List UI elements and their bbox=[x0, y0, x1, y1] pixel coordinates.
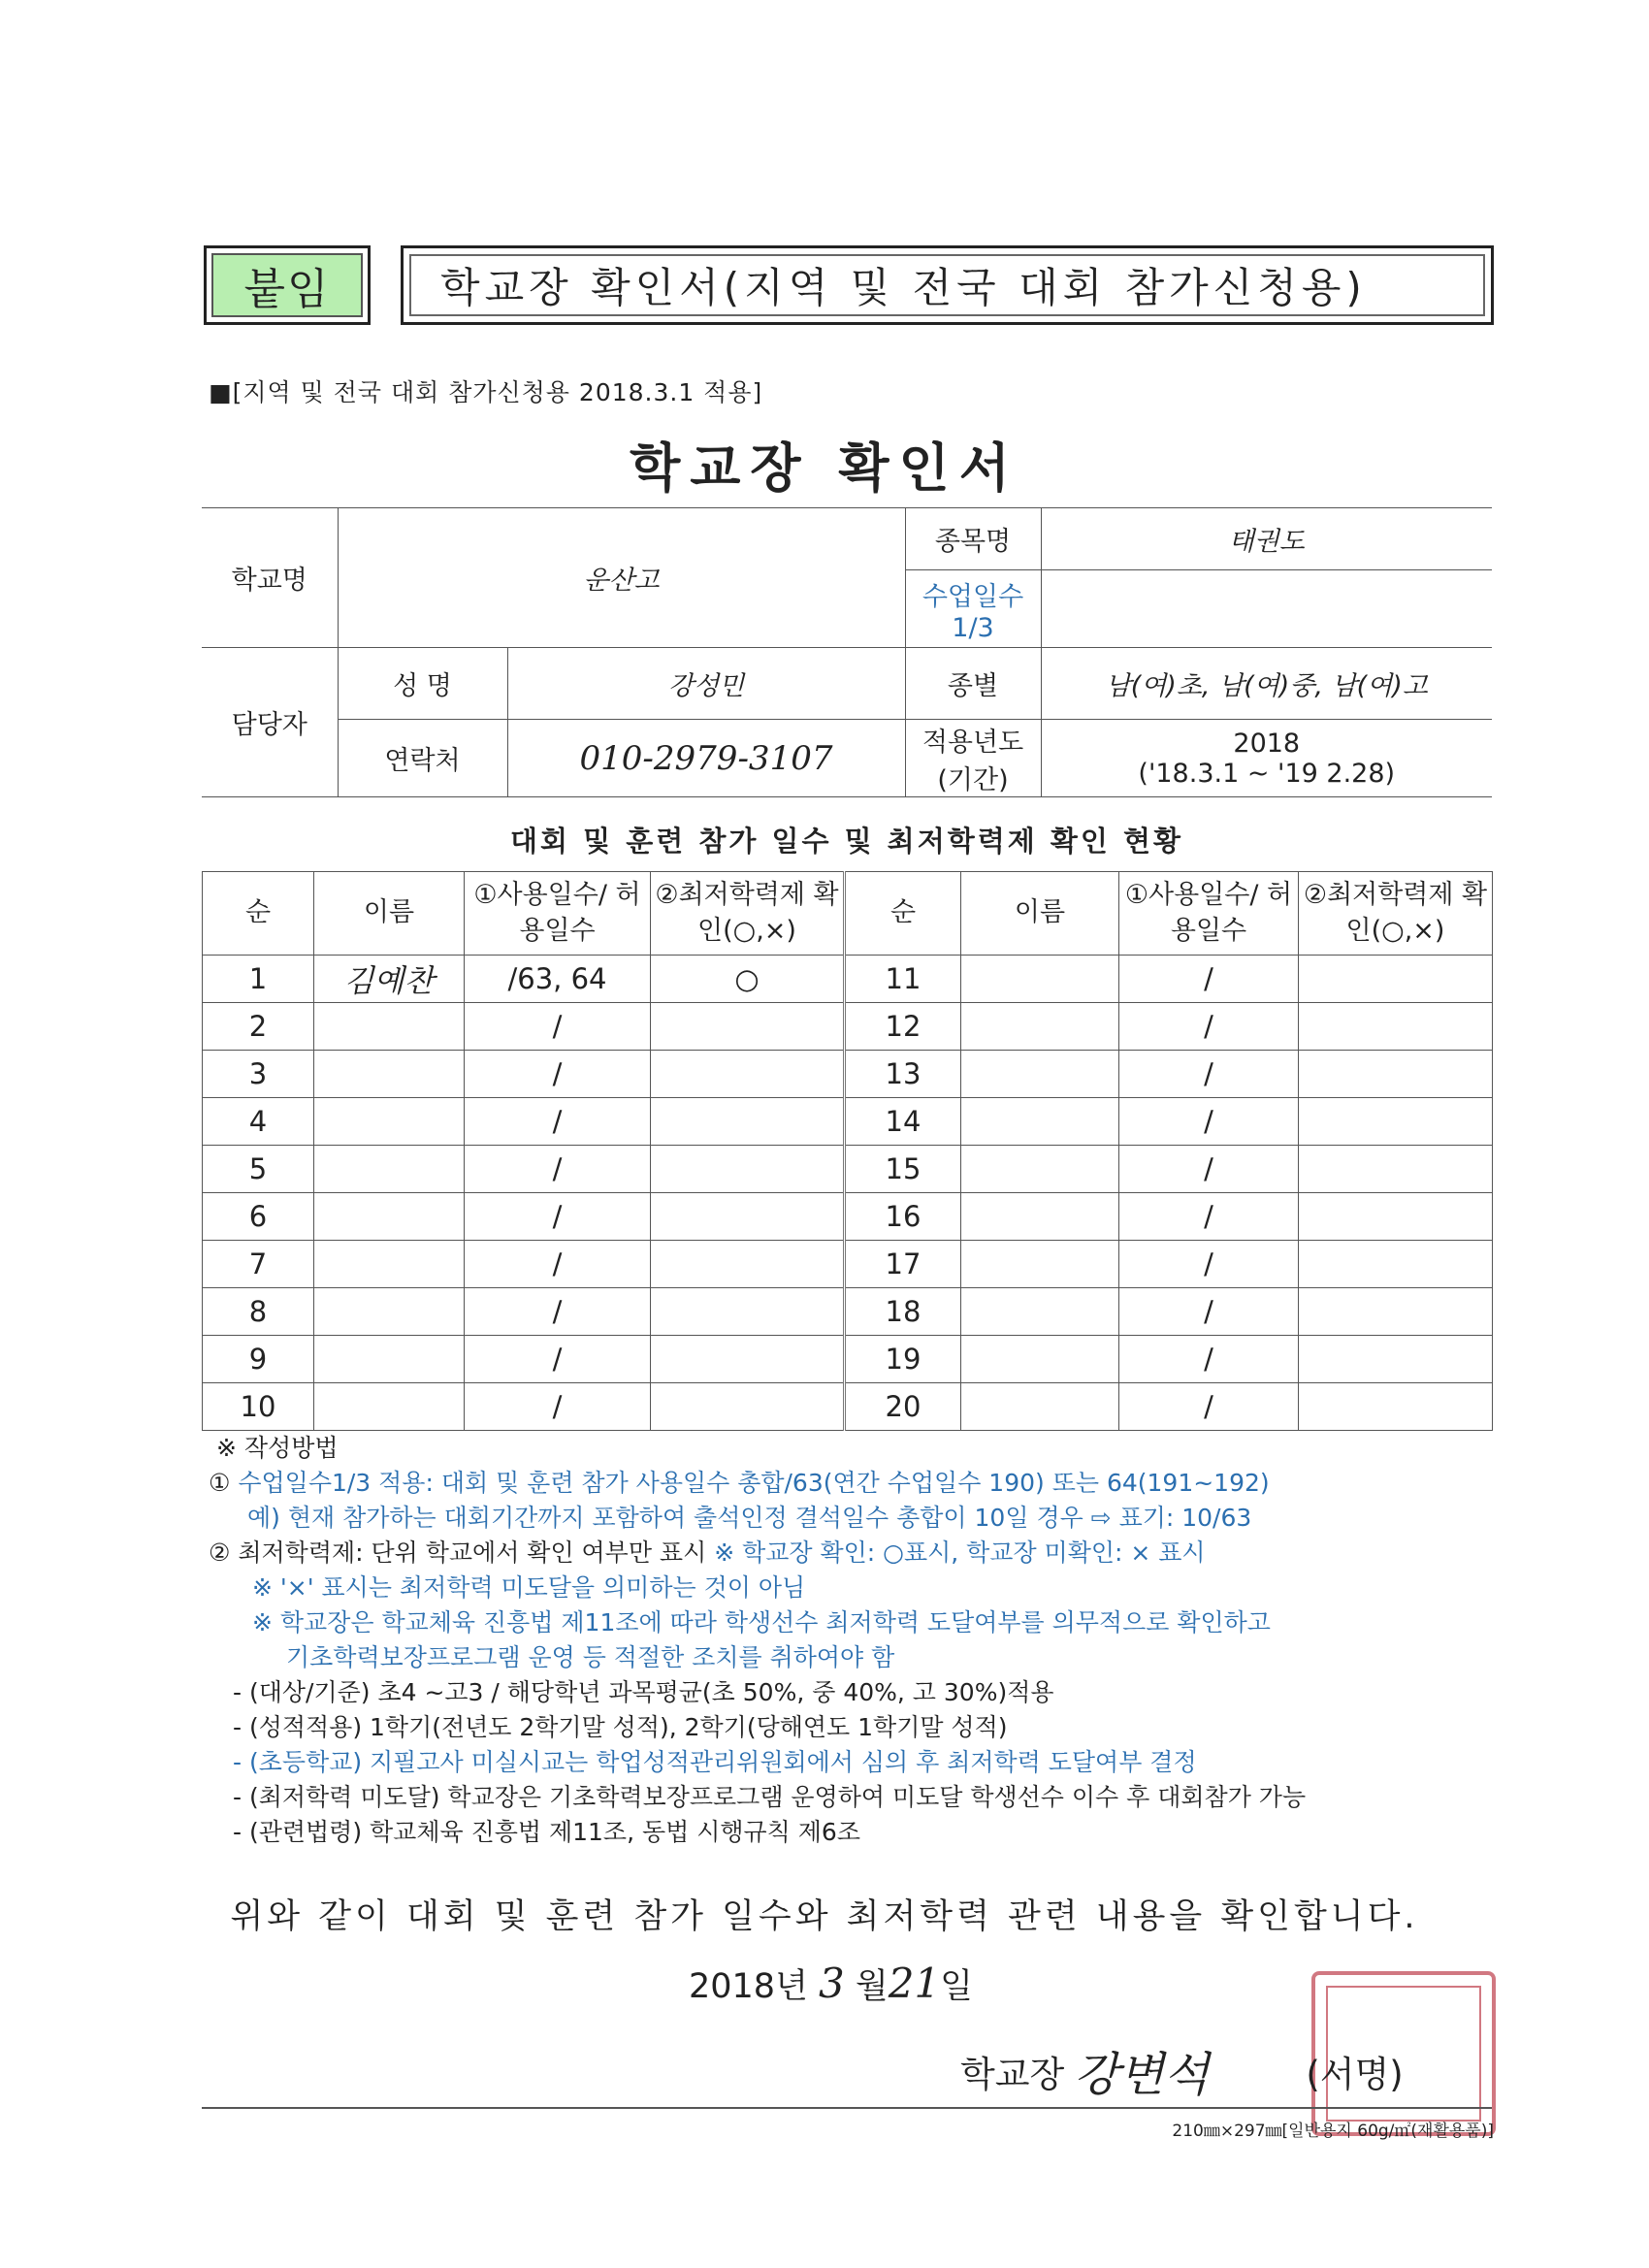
detail-5: - (관련법령) 학교체육 진흥법 제11조, 동법 시행규칙 제6조 bbox=[233, 1818, 860, 1846]
date-month-hand: 3 bbox=[819, 1960, 845, 2007]
cell-days: / bbox=[1119, 1051, 1299, 1098]
cell-days: / bbox=[465, 1051, 651, 1098]
instructions bbox=[209, 1431, 1499, 1850]
cell-check: ○ bbox=[651, 956, 845, 1003]
cell-check bbox=[651, 1288, 845, 1336]
cell-check bbox=[651, 1051, 845, 1098]
cell-days: / bbox=[1119, 1241, 1299, 1288]
cell-name bbox=[314, 1003, 465, 1051]
cell-name bbox=[961, 1003, 1119, 1051]
cell-name bbox=[314, 1193, 465, 1241]
gender-value: 남(여)초, 남(여)중, 남(여)고 bbox=[1041, 648, 1492, 720]
cell-days: / bbox=[1119, 956, 1299, 1003]
date-line bbox=[689, 1960, 973, 2008]
date-day-label: 일 bbox=[940, 1967, 973, 2006]
cell-name bbox=[961, 956, 1119, 1003]
cell-name bbox=[314, 1098, 465, 1146]
form-title: 학교장 확인서(지역 및 전국 대회 참가신청용) bbox=[409, 254, 1485, 316]
cell-no: 1 bbox=[203, 956, 314, 1003]
table-row bbox=[203, 1003, 1493, 1051]
section-title: 대회 및 훈련 참가 일수 및 최저학력제 확인 현황 bbox=[509, 825, 1184, 858]
cell-days: / bbox=[1119, 1003, 1299, 1051]
cell-name bbox=[961, 1288, 1119, 1336]
attachment-box bbox=[204, 245, 371, 325]
manager-label: 담당자 bbox=[202, 648, 338, 797]
cell-check bbox=[1299, 1051, 1493, 1098]
cell-days: / bbox=[465, 1003, 651, 1051]
cell-check bbox=[651, 1241, 845, 1288]
cell-days: / bbox=[1119, 1146, 1299, 1193]
cell-days: / bbox=[465, 1241, 651, 1288]
note-2-blue: ※ 학교장 확인: ○표시, 학교장 미확인: × 표시 bbox=[714, 1539, 1206, 1567]
header-name: 이름 bbox=[314, 872, 465, 956]
cell-name bbox=[314, 1146, 465, 1193]
cell-days: / bbox=[465, 1288, 651, 1336]
cell-days: / bbox=[1119, 1288, 1299, 1336]
cell-no: 5 bbox=[203, 1146, 314, 1193]
detail-3: - (초등학교) 지필고사 미실시교는 학업성적관리위원회에서 심의 후 최저학력 도달여부 결정 bbox=[233, 1748, 1197, 1776]
date-month-label: 월 bbox=[855, 1967, 889, 2006]
cell-no: 3 bbox=[203, 1051, 314, 1098]
cell-no: 2 bbox=[203, 1003, 314, 1051]
cell-check bbox=[651, 1336, 845, 1383]
table-row bbox=[203, 1383, 1493, 1431]
cell-name: 김예찬 bbox=[314, 956, 465, 1003]
name-label: 성 명 bbox=[338, 648, 507, 720]
header-check: ②최저학력제 확인(○,×) bbox=[651, 872, 845, 956]
table-row bbox=[203, 1193, 1493, 1241]
note-1 bbox=[209, 1466, 1499, 1501]
principal-signature-line bbox=[960, 2037, 1404, 2104]
cell-check bbox=[1299, 1003, 1493, 1051]
contact-label: 연락처 bbox=[338, 720, 507, 797]
bottom-divider bbox=[202, 2107, 1492, 2109]
class-days-value bbox=[1041, 570, 1492, 648]
cell-days: / bbox=[465, 1193, 651, 1241]
paper-spec: 210㎜×297㎜[일반용지 60g/㎡(재활용품)] bbox=[1172, 2122, 1494, 2141]
cell-name bbox=[314, 1241, 465, 1288]
note-2-text: 최저학력제: 단위 학교에서 확인 여부만 표시 bbox=[238, 1539, 707, 1567]
cell-name bbox=[961, 1241, 1119, 1288]
form-title-box bbox=[401, 245, 1494, 325]
cell-no: 16 bbox=[845, 1193, 961, 1241]
cell-no: 13 bbox=[845, 1051, 961, 1098]
year-cell bbox=[1041, 720, 1492, 797]
cell-check bbox=[1299, 1383, 1493, 1431]
cell-no: 15 bbox=[845, 1146, 961, 1193]
school-label: 학교명 bbox=[202, 508, 338, 648]
cell-no: 9 bbox=[203, 1336, 314, 1383]
cell-no: 19 bbox=[845, 1336, 961, 1383]
cell-days: / bbox=[1119, 1336, 1299, 1383]
cell-no: 8 bbox=[203, 1288, 314, 1336]
detail-1: - (대상/기준) 초4 ~고3 / 해당학년 과목평균(초 50%, 중 40%, 고 30%)적용 bbox=[233, 1678, 1054, 1706]
cell-no: 18 bbox=[845, 1288, 961, 1336]
period-value: ('18.3.1 ~ '19 2.28) bbox=[1138, 758, 1396, 789]
table-row bbox=[203, 1051, 1493, 1098]
cell-check bbox=[1299, 1336, 1493, 1383]
detail-2: - (성적적용) 1학기(전년도 2학기말 성적), 2학기(당해연도 1학기말 성적) bbox=[233, 1713, 1008, 1741]
cell-check bbox=[1299, 1241, 1493, 1288]
event-label: 종목명 bbox=[905, 508, 1041, 570]
header-days: ①사용일수/ 허용일수 bbox=[465, 872, 651, 956]
header-name: 이름 bbox=[961, 872, 1119, 956]
table-row bbox=[203, 956, 1493, 1003]
table-row bbox=[203, 1241, 1493, 1288]
cell-days: / bbox=[465, 1383, 651, 1431]
notes-heading: ※ 작성방법 bbox=[216, 1434, 339, 1462]
gender-label: 종별 bbox=[905, 648, 1041, 720]
cell-name bbox=[961, 1336, 1119, 1383]
cell-days: / bbox=[465, 1336, 651, 1383]
note-4-cont: 기초학력보장프로그램 운영 등 적절한 조치를 취하여야 함 bbox=[286, 1643, 895, 1671]
cell-name bbox=[961, 1098, 1119, 1146]
cell-check bbox=[651, 1098, 845, 1146]
cell-no: 6 bbox=[203, 1193, 314, 1241]
cell-no: 10 bbox=[203, 1383, 314, 1431]
cell-no: 7 bbox=[203, 1241, 314, 1288]
cell-no: 4 bbox=[203, 1098, 314, 1146]
cell-name bbox=[961, 1051, 1119, 1098]
page-title: 학교장 확인서 bbox=[630, 437, 1019, 499]
table-row bbox=[203, 1098, 1493, 1146]
class-days-label: 수업일수 1/3 bbox=[905, 570, 1041, 648]
cell-check bbox=[1299, 1098, 1493, 1146]
principal-signature: 강변석 bbox=[1074, 2048, 1210, 2102]
note-2-mark: ② bbox=[209, 1539, 231, 1567]
cell-no: 12 bbox=[845, 1003, 961, 1051]
cell-name bbox=[961, 1193, 1119, 1241]
cell-check bbox=[1299, 956, 1493, 1003]
note-3: ※ '×' 표시는 최저학력 미도달을 의미하는 것이 아님 bbox=[252, 1573, 806, 1602]
cell-days: / bbox=[1119, 1383, 1299, 1431]
cell-no: 11 bbox=[845, 956, 961, 1003]
date-day-hand: 21 bbox=[888, 1960, 941, 2007]
contact-value: 010-2979-3107 bbox=[507, 720, 905, 797]
cell-no: 14 bbox=[845, 1098, 961, 1146]
detail-4: - (최저학력 미도달) 학교장은 기초학력보장프로그램 운영하여 미도달 학생선수 이수 후 대회참가 가능 bbox=[233, 1783, 1307, 1811]
date-year: 2018년 bbox=[689, 1967, 808, 2006]
cell-days: /63, 64 bbox=[465, 956, 651, 1003]
cell-name bbox=[314, 1336, 465, 1383]
cell-no: 17 bbox=[845, 1241, 961, 1288]
note-1-example: 예) 현재 참가하는 대회기간까지 포함하여 출석인정 결석일수 총합이 10일 경우 ⇨ 표기: 10/63 bbox=[247, 1504, 1252, 1532]
cell-days: / bbox=[1119, 1098, 1299, 1146]
sign-label: (서명) bbox=[1306, 2053, 1404, 2095]
cell-check bbox=[1299, 1288, 1493, 1336]
table-row bbox=[203, 1146, 1493, 1193]
cell-days: / bbox=[465, 1146, 651, 1193]
cell-name bbox=[961, 1383, 1119, 1431]
note-1-mark: ① bbox=[209, 1469, 231, 1497]
roster-table bbox=[202, 871, 1493, 1431]
cell-check bbox=[651, 1003, 845, 1051]
cell-check bbox=[651, 1193, 845, 1241]
cell-no: 20 bbox=[845, 1383, 961, 1431]
note-4: ※ 학교장은 학교체육 진흥법 제11조에 따라 학생선수 최저학력 도달여부를 의무적으로 확인하고 bbox=[252, 1608, 1271, 1636]
attachment-label: 붙임 bbox=[211, 253, 363, 317]
form-subnote: ■[지역 및 전국 대회 참가신청용 2018.3.1 적용] bbox=[209, 378, 763, 406]
table-row bbox=[203, 1288, 1493, 1336]
cell-check bbox=[1299, 1146, 1493, 1193]
header-days: ①사용일수/ 허용일수 bbox=[1119, 872, 1299, 956]
event-value: 태권도 bbox=[1041, 508, 1492, 570]
note-2 bbox=[209, 1536, 1499, 1571]
table-row bbox=[203, 1336, 1493, 1383]
cell-days: / bbox=[465, 1098, 651, 1146]
header-no: 순 bbox=[203, 872, 314, 956]
cell-check bbox=[1299, 1193, 1493, 1241]
note-1-text: 수업일수1/3 적용: 대회 및 훈련 참가 사용일수 총합/63(연간 수업일수 190) 또는 64(191~192) bbox=[238, 1469, 1270, 1497]
principal-label: 학교장 bbox=[960, 2053, 1065, 2095]
cell-name bbox=[314, 1051, 465, 1098]
cell-name bbox=[314, 1288, 465, 1336]
header-no: 순 bbox=[845, 872, 961, 956]
cell-name bbox=[314, 1383, 465, 1431]
confirmation-text: 위와 같이 대회 및 훈련 참가 일수와 최저학력 관련 내용을 확인합니다. bbox=[230, 1897, 1419, 1936]
school-value: 운산고 bbox=[338, 508, 905, 648]
name-value: 강성민 bbox=[507, 648, 905, 720]
year-label: 적용년도 (기간) bbox=[905, 720, 1041, 797]
cell-name bbox=[961, 1146, 1119, 1193]
cell-check bbox=[651, 1146, 845, 1193]
cell-check bbox=[651, 1383, 845, 1431]
info-table bbox=[202, 507, 1492, 797]
cell-days: / bbox=[1119, 1193, 1299, 1241]
year-value: 2018 bbox=[1233, 728, 1301, 759]
header-check: ②최저학력제 확인(○,×) bbox=[1299, 872, 1493, 956]
